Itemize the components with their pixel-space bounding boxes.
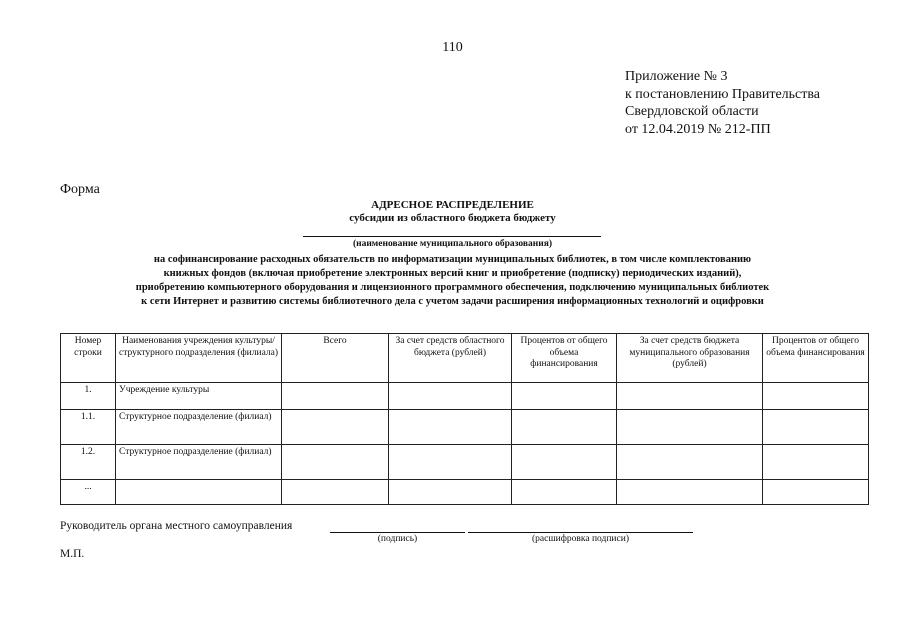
table-cell — [389, 383, 512, 410]
signature-caption: (подпись) — [377, 534, 418, 544]
stamp-label: М.П. — [60, 548, 85, 560]
document-title — [0, 199, 905, 225]
table-cell — [763, 410, 869, 445]
table-cell — [282, 445, 389, 480]
title-line: субсидии из областного бюджета бюджету — [349, 212, 556, 224]
row-name — [116, 480, 282, 505]
row-number: 1.1. — [61, 410, 116, 445]
appendix-line: Приложение № 3 — [625, 69, 728, 84]
header-institution-name: Наименования учреждения культуры/структурного подразделения (филиала) — [116, 334, 282, 383]
table-cell — [763, 445, 869, 480]
table-cell — [512, 445, 617, 480]
signature-line — [330, 532, 465, 533]
table-cell — [763, 383, 869, 410]
row-number: 1. — [61, 383, 116, 410]
purpose-line: к сети Интернет и развитию системы библиотечного дела с учетом задачи расширения информационных технологий и оцифровки — [141, 296, 764, 307]
appendix-block — [625, 68, 820, 138]
header-municipal-percent: Процентов от общего объема финансирования — [763, 334, 869, 383]
table-cell — [617, 410, 763, 445]
table-cell — [617, 383, 763, 410]
table-cell — [512, 480, 617, 505]
appendix-line: от 12.04.2019 № 212-ПП — [625, 121, 771, 137]
row-name: Структурное подразделение (филиал) — [116, 410, 282, 445]
table-header-row — [61, 334, 869, 383]
table-cell — [763, 480, 869, 505]
row-number: ... — [61, 480, 116, 505]
row-number: 1.2. — [61, 445, 116, 480]
header-municipal-budget: За счет средств бюджета муниципального образования (рублей) — [617, 334, 763, 383]
purpose-text — [40, 253, 865, 309]
title-line: АДРЕСНОЕ РАСПРЕДЕЛЕНИЕ — [371, 199, 534, 211]
signature-decoding-line — [468, 532, 693, 533]
header-total: Всего — [282, 334, 389, 383]
table-cell — [282, 383, 389, 410]
row-name: Структурное подразделение (филиал) — [116, 445, 282, 480]
purpose-line: приобретению компьютерного оборудования и лицензионного программного обеспечения, подключению муниципальных библиотек — [135, 282, 770, 293]
table-cell — [512, 410, 617, 445]
table-cell — [512, 383, 617, 410]
municipality-caption: (наименование муниципального образования) — [352, 239, 553, 249]
table-cell — [389, 480, 512, 505]
header-regional-percent: Процентов от общего объема финансирования — [512, 334, 617, 383]
table-cell — [389, 410, 512, 445]
header-regional-budget: За счет средств областного бюджета (рублей) — [389, 334, 512, 383]
table-row — [61, 445, 869, 480]
table-row — [61, 410, 869, 445]
page-number: 110 — [442, 40, 463, 55]
table-cell — [617, 480, 763, 505]
purpose-line: книжных фондов (включая приобретение электронных версий книг и приобретение (подписку) периодических изданий), — [163, 268, 742, 279]
table-cell — [282, 480, 389, 505]
table-cell — [389, 445, 512, 480]
purpose-line: на софинансирование расходных обязательств по информатизации муниципальных библиотек, в том числе комплектованию — [153, 254, 752, 265]
appendix-line: к постановлению Правительства — [625, 86, 821, 102]
table-cell — [617, 445, 763, 480]
distribution-table — [60, 333, 869, 505]
municipality-name-line — [303, 236, 601, 237]
appendix-line: Свердловской области — [625, 104, 759, 119]
decoding-caption: (расшифровка подписи) — [532, 534, 629, 544]
table-cell — [282, 410, 389, 445]
header-row-number: Номер строки — [61, 334, 116, 383]
leader-label: Руководитель органа местного самоуправления — [60, 520, 293, 532]
form-label: Форма — [60, 182, 100, 197]
row-name: Учреждение культуры — [116, 383, 282, 410]
table-row — [61, 480, 869, 505]
table-row — [61, 383, 869, 410]
